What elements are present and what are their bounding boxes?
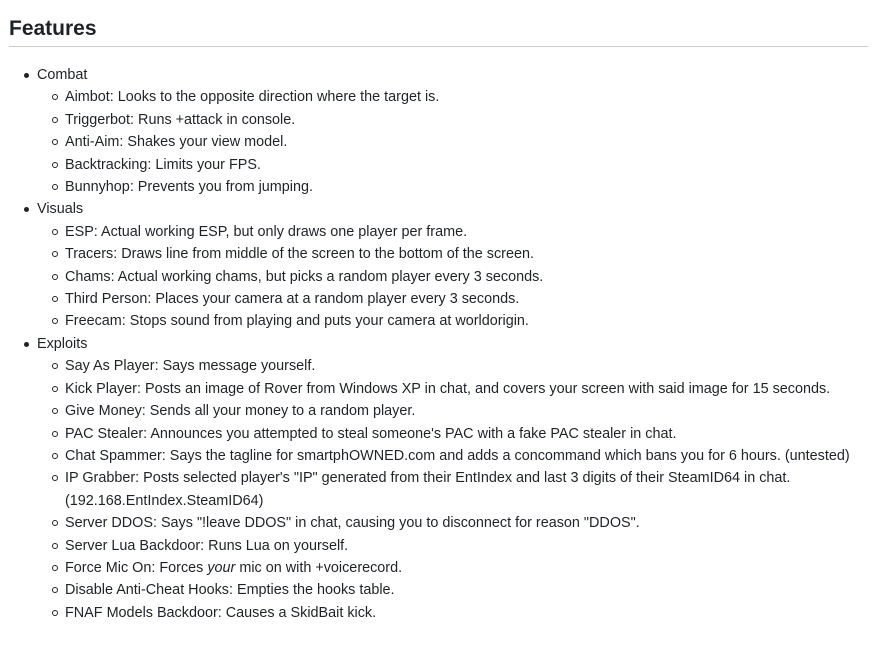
list-item: [37, 512, 868, 534]
feature-text: Backtracking: Limits your FPS.: [65, 156, 261, 173]
list-item: [37, 557, 868, 579]
features-heading: Features: [9, 0, 868, 47]
list-item: [37, 423, 868, 445]
feature-text-before: Force Mic On: Forces: [65, 559, 208, 576]
list-item: [37, 288, 868, 310]
feature-text: Bunnyhop: Prevents you from jumping.: [65, 179, 313, 196]
feature-text: Freecam: Stops sound from playing and puts your camera at worldorigin.: [65, 313, 529, 330]
list-item: [37, 400, 868, 422]
feature-text: Say As Player: Says message yourself.: [65, 358, 316, 375]
feature-text: Anti-Aim: Shakes your view model.: [65, 134, 288, 151]
circle-bullet-icon: [52, 565, 58, 571]
feature-text: FNAF Models Backdoor: Causes a SkidBait kick.: [65, 604, 377, 621]
list-item: [37, 109, 868, 131]
list-item: [37, 86, 868, 108]
circle-bullet-icon: [52, 184, 58, 190]
category-label: Exploits: [37, 335, 88, 352]
feature-text: Third Person: Places your camera at a random player every 3 seconds.: [65, 291, 520, 308]
list-item: [37, 579, 868, 601]
circle-bullet-icon: [52, 475, 58, 481]
circle-bullet-icon: [52, 117, 58, 123]
list-item: [37, 131, 868, 153]
feature-text: Triggerbot: Runs +attack in console.: [65, 111, 296, 128]
feature-text: Server DDOS: Says "!leave DDOS" in chat, causing you to disconnect for reason "DDOS".: [65, 515, 640, 532]
feature-text: ESP: Actual working ESP, but only draws one player per frame.: [65, 223, 468, 240]
feature-text: Give Money: Sends all your money to a random player.: [65, 403, 416, 420]
circle-bullet-icon: [52, 520, 58, 526]
circle-bullet-icon: [52, 162, 58, 168]
disc-bullet-icon: [24, 207, 29, 212]
category-exploits: [9, 333, 868, 624]
feature-text: Tracers: Draws line from middle of the screen to the bottom of the screen.: [65, 246, 534, 263]
feature-text: Server Lua Backdoor: Runs Lua on yourself.: [65, 537, 349, 554]
list-item: [37, 602, 868, 624]
circle-bullet-icon: [52, 587, 58, 593]
circle-bullet-icon: [52, 363, 58, 369]
feature-text: Chat Spammer: Says the tagline for smartphOWNED.com and adds a concommand which bans you for 6 hours. (untested): [65, 447, 850, 464]
feature-text: [65, 560, 402, 576]
list-item: [37, 445, 868, 467]
list-item: [37, 154, 868, 176]
list-item: [37, 310, 868, 332]
feature-text: Kick Player: Posts an image of Rover from Windows XP in chat, and covers your screen with said image for 15 seconds.: [65, 380, 831, 397]
list-item: [37, 467, 868, 512]
circle-bullet-icon: [52, 453, 58, 459]
disc-bullet-icon: [24, 342, 29, 347]
circle-bullet-icon: [52, 274, 58, 280]
category-label: Visuals: [37, 201, 84, 218]
exploits-feature-list: [37, 355, 868, 624]
circle-bullet-icon: [52, 610, 58, 616]
feature-text: IP Grabber: Posts selected player's "IP" generated from their EntIndex and last 3 digits of their SteamID64 in chat. (192.168.EntIndex.SteamID64): [65, 470, 791, 509]
feature-text: PAC Stealer: Announces you attempted to steal someone's PAC with a fake PAC stealer in chat.: [65, 425, 677, 442]
circle-bullet-icon: [52, 229, 58, 235]
circle-bullet-icon: [52, 94, 58, 100]
list-item: [37, 243, 868, 265]
feature-category-list: [9, 64, 868, 624]
circle-bullet-icon: [52, 251, 58, 257]
circle-bullet-icon: [52, 139, 58, 145]
feature-text: Chams: Actual working chams, but picks a random player every 3 seconds.: [65, 268, 544, 285]
list-item: [37, 176, 868, 198]
visuals-feature-list: [37, 221, 868, 333]
category-visuals: [9, 198, 868, 332]
circle-bullet-icon: [52, 318, 58, 324]
feature-text-after: mic on with +voicerecord.: [235, 559, 403, 576]
circle-bullet-icon: [52, 431, 58, 437]
combat-feature-list: [37, 86, 868, 198]
disc-bullet-icon: [24, 73, 29, 78]
feature-text: Disable Anti-Cheat Hooks: Empties the hooks table.: [65, 582, 395, 599]
circle-bullet-icon: [52, 386, 58, 392]
category-label: Combat: [37, 67, 88, 83]
feature-text: Aimbot: Looks to the opposite direction where the target is.: [65, 89, 440, 106]
list-item: [37, 535, 868, 557]
list-item: [37, 378, 868, 400]
list-item: [37, 355, 868, 377]
circle-bullet-icon: [52, 543, 58, 549]
circle-bullet-icon: [52, 408, 58, 414]
list-item: [37, 221, 868, 243]
circle-bullet-icon: [52, 296, 58, 302]
feature-text-emphasis: your: [207, 559, 236, 576]
category-combat: [9, 64, 868, 198]
list-item: [37, 266, 868, 288]
